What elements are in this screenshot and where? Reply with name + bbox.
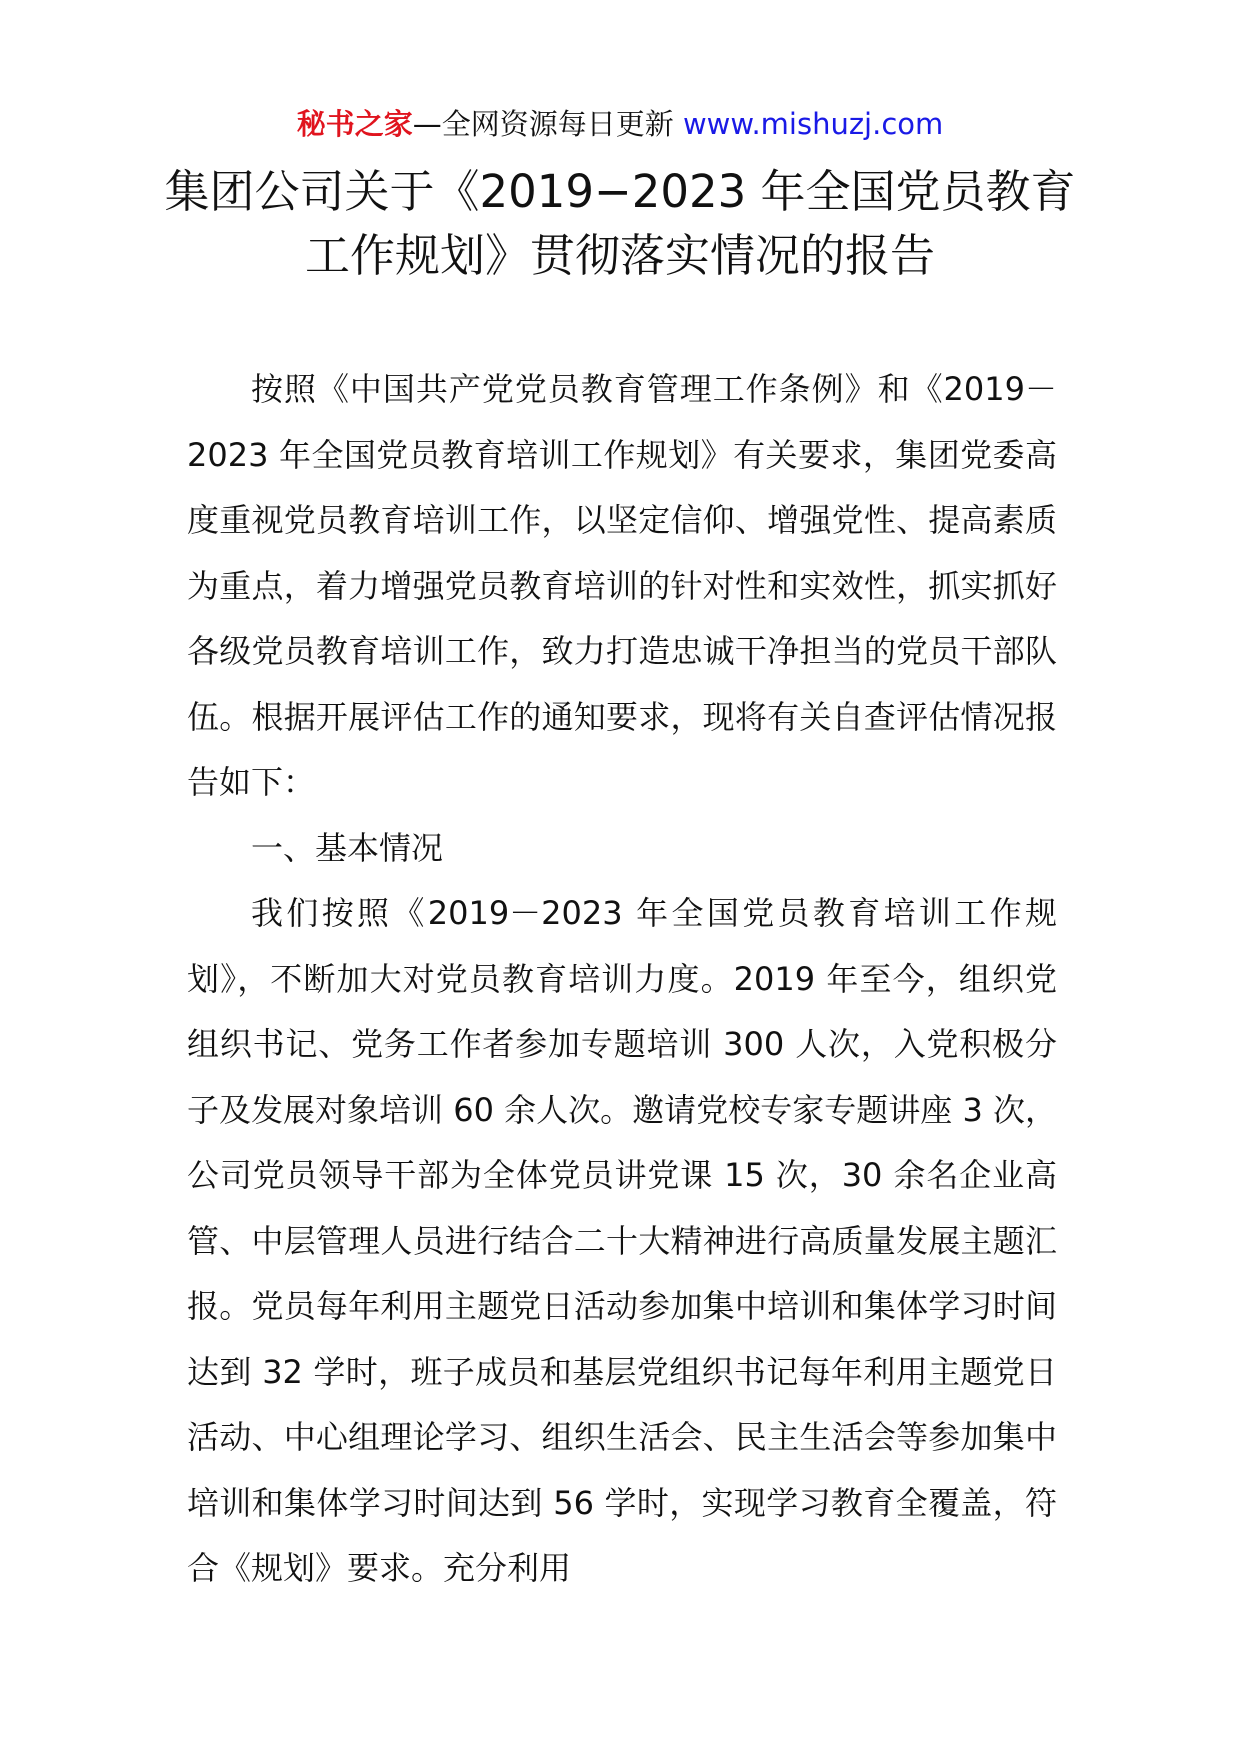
document-title-line-2: 工作规划》贯彻落实情况的报告 (304, 229, 935, 282)
section-heading-basic-situation: 一、基本情况 (251, 828, 444, 867)
site-header (0, 104, 1240, 144)
document-body (187, 357, 1057, 1602)
site-url[interactable]: www.mishuzj.com (682, 107, 944, 141)
header-slogan: —全网资源每日更新 (412, 107, 674, 141)
paragraph-basic-situation: 我们按照《2019－2023 年全国党员教育培训工作规划》，不断加大对党员教育培训力度。2019 年至今，组织党组织书记、党务工作者参加专题培训 300 人次，入党积极分子及发展对象培训 60 余人次。邀请党校专家专题讲座 3 次，公司党员领导干部为全体党员讲党课 15 次，30 余名企业高管、中层管理人员进行结合二十大精神进行高质量发展主题汇报。党员每年利用主题党日活动参加集中培训和集体学习时间达到 32 学时，班子成员和基层党组织书记每年利用主题党日活动、中心组理论学习、组织生活会、民主生活会等参加集中培训和集体学习时间达到 56 学时，实现学习教育全覆盖，符合《规划》要求。充分利用 (187, 894, 1057, 1587)
document-title-line-1: 集团公司关于《2019−2023 年全国党员教育 (164, 165, 1076, 218)
paragraph-intro: 按照《中国共产党党员教育管理工作条例》和《2019－2023 年全国党员教育培训工作规划》有关要求，集团党委高度重视党员教育培训工作，以坚定信仰、增强党性、提高素质为重点，着力增强党员教育培训的针对性和实效性，抓实抓好各级党员教育培训工作，致力打造忠诚干净担当的党员干部队伍。根据开展评估工作的通知要求，现将有关自查评估情况报告如下： (187, 370, 1057, 801)
brand-name: 秘书之家 (296, 107, 413, 141)
document-title (150, 160, 1090, 288)
